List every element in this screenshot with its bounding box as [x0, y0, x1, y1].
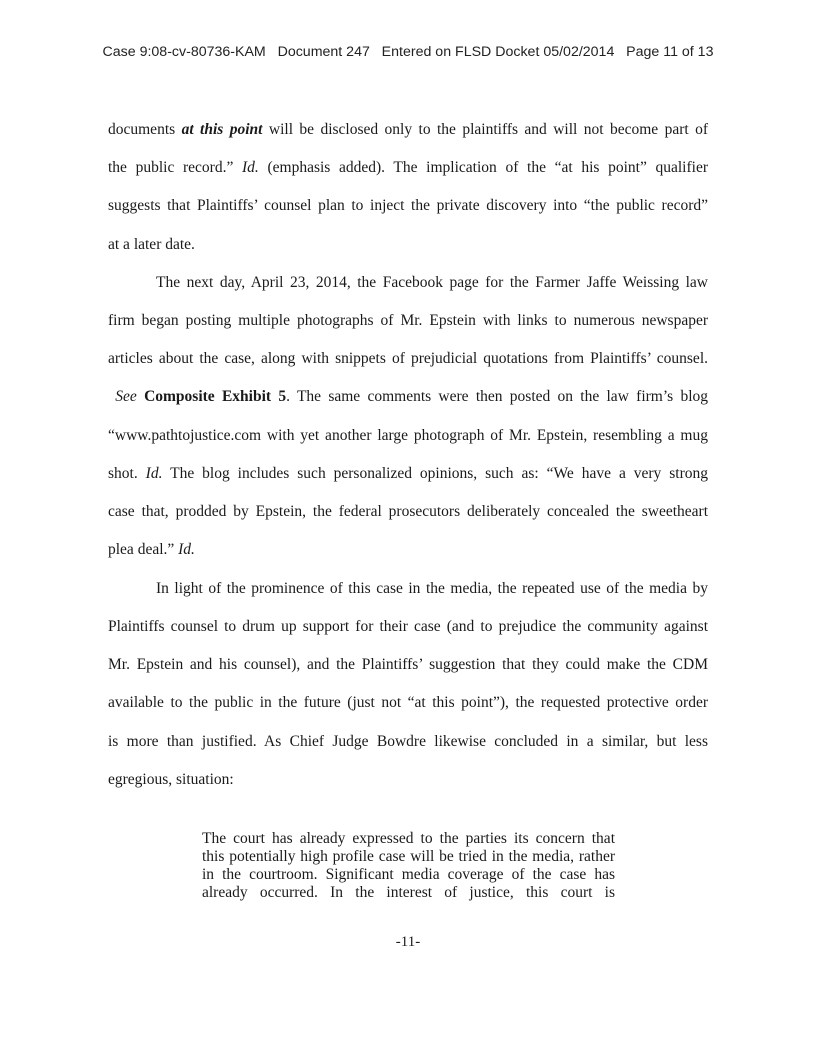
body-line: egregious, situation:: [108, 771, 234, 788]
body-line: firm began posting multiple photographs of Mr. Epstein with links to numerous newspaper: [108, 312, 708, 329]
docket-header: Case 9:08-cv-80736-KAM Document 247 Entered on FLSD Docket 05/02/2014 Page 11 of 13: [102, 44, 714, 60]
body-line: “www.pathtojustice.com with yet another large photograph of Mr. Epstein, resembling a mug: [108, 427, 708, 444]
body-line: available to the public in the future (just not “at this point”), the requested protective order: [108, 694, 708, 711]
exhibit-reference: Composite Exhibit 5: [144, 388, 287, 405]
body-line: See Composite Exhibit 5. The same comments were then posted on the law firm’s blog: [115, 388, 709, 405]
body-line: case that, prodded by Epstein, the federal prosecutors deliberately concealed the sweetheart: [108, 503, 708, 520]
body-line: In light of the prominence of this case in the media, the repeated use of the media by: [156, 580, 708, 597]
body-line: plea deal.” Id.: [108, 541, 195, 558]
body-line: is more than justified. As Chief Judge Bowdre likewise concluded in a similar, but less: [108, 733, 708, 750]
body-line: articles about the case, along with snippets of prejudicial quotations from Plaintiffs’ counsel.: [108, 350, 708, 367]
block-quote-line: already occurred. In the interest of justice, this court is: [202, 884, 615, 901]
body-line: documents at this point will be disclosed only to the plaintiffs and will not become part of: [108, 121, 708, 138]
block-quote-line: this potentially high profile case will be tried in the media, rather: [202, 848, 615, 865]
body-line: at a later date.: [108, 236, 195, 253]
body-line: shot. Id. The blog includes such personalized opinions, such as: “We have a very strong: [108, 465, 708, 482]
body-line: The next day, April 23, 2014, the Facebook page for the Farmer Jaffe Weissing law: [156, 274, 708, 291]
block-quote-line: The court has already expressed to the parties its concern that: [202, 830, 615, 847]
body-line: Mr. Epstein and his counsel), and the Plaintiffs’ suggestion that they could make the CDM: [108, 656, 708, 673]
page-number: -11-: [395, 934, 421, 950]
body-line: suggests that Plaintiffs’ counsel plan to inject the private discovery into “the public record”: [108, 197, 708, 214]
block-quote-line: in the courtroom. Significant media coverage of the case has: [202, 866, 615, 883]
body-line: the public record.” Id. (emphasis added). The implication of the “at his point” qualifier: [108, 159, 709, 176]
body-line: Plaintiffs counsel to drum up support for their case (and to prejudice the community against: [108, 618, 708, 635]
